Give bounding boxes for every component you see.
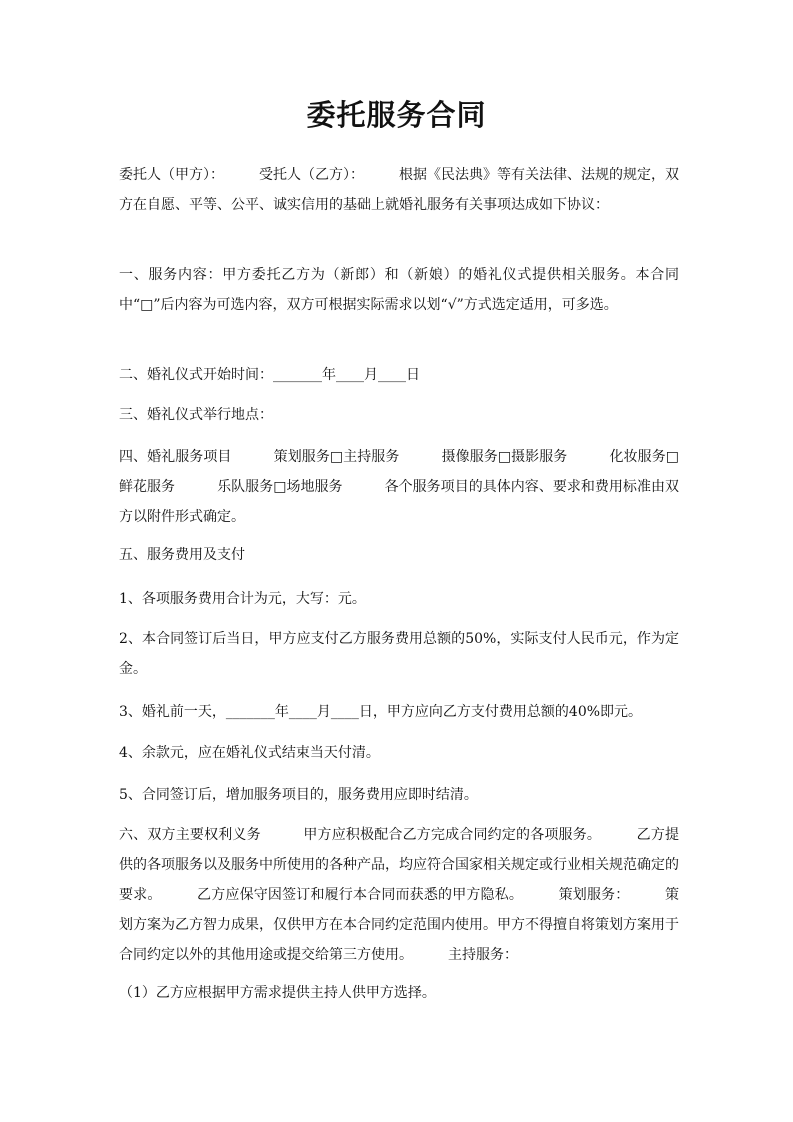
paragraph-fee-balance: 4、余款元，应在婚礼仪式结束当天付清。 — [119, 745, 380, 761]
paragraph-ceremony-location: 三、婚礼仪式举行地点： — [119, 407, 273, 423]
paragraph-fees-heading: 五、服务费用及支付 — [119, 547, 245, 563]
paragraph-fee-total: 1、各项服务费用合计为元，大写：元。 — [119, 591, 366, 607]
document-title: 委托服务合同 — [306, 98, 487, 132]
paragraph-service-items: 四、婚礼服务项目 策划服务□主持服务 摄像服务□摄影服务 化妆服务□鲜花服务 乐队服务□场地服务 各个服务项目的具体内容、要求和费用标准由双方以附件形式确定。 — [119, 449, 679, 525]
paragraph-host-service-1: （1）乙方应根据甲方需求提供主持人供甲方选择。 — [119, 985, 436, 1001]
paragraph-service-content: 一、服务内容：甲方委托乙方为（新郎）和（新娘）的婚礼仪式提供相关服务。本合同中“□”后内容为可选内容，双方可根据实际需求以划“√”方式选定适用，可多选。 — [119, 267, 679, 313]
paragraph-fee-prepayment: 3、婚礼前一天，_______年____月____日，甲方应向乙方支付费用总额的40%即元。 — [119, 704, 643, 720]
paragraph-fee-additional: 5、合同签订后，增加服务项目的，服务费用应即时结清。 — [119, 787, 478, 803]
paragraph-preamble: 委托人（甲方）： 受托人（乙方）： 根据《民法典》等有关法律、法规的规定，双方在自愿、平等、公平、诚实信用的基础上就婚礼服务有关事项达成如下协议： — [119, 167, 679, 213]
paragraph-fee-deposit: 2、本合同签订后当日，甲方应支付乙方服务费用总额的50%，实际支付人民币元，作为定金。 — [119, 631, 679, 677]
paragraph-rights-obligations: 六、双方主要权利义务 甲方应积极配合乙方完成合同约定的各项服务。 乙方提供的各项服务以及服务中所使用的各种产品，均应符合国家相关规定或行业相关规范确定的要求。 乙方应保守因签订和履行本合同而获悉的甲方隐私。 策划服务： 策划方案为乙方智力成果，仅供甲方在本合同约定范围内使用。甲方不得擅自将策划方案用于合同约定以外的其他用途或提交给第三方使用。 主持服务： — [119, 827, 679, 963]
paragraph-ceremony-time: 二、婚礼仪式开始时间：_______年____月____日 — [119, 367, 420, 383]
